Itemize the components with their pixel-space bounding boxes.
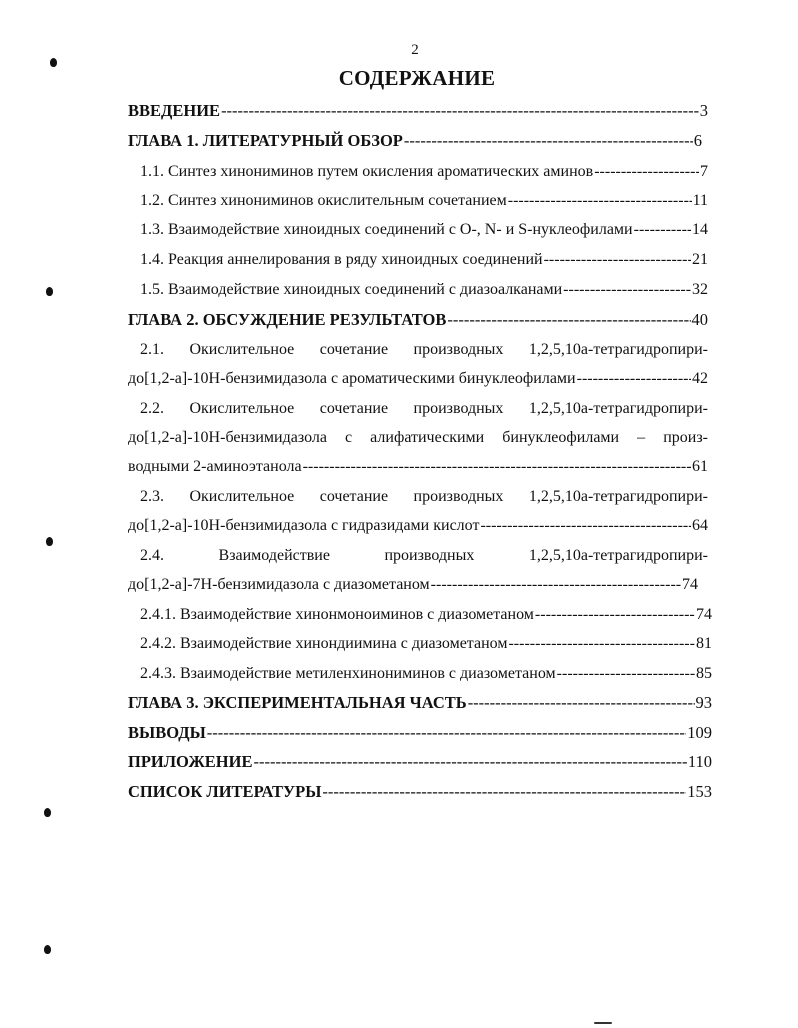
toc-page-number: 11 <box>692 192 708 209</box>
toc-leader <box>634 219 691 241</box>
toc-word: 2.4. <box>140 547 164 564</box>
margin-mark <box>44 945 51 954</box>
toc-entry-2-1-line-2[interactable] <box>128 368 708 390</box>
toc-page-number: 14 <box>692 221 708 238</box>
toc-word: сочетание <box>319 400 389 417</box>
toc-word: сочетание <box>319 488 389 505</box>
toc-leader <box>447 309 690 331</box>
toc-entry-2-4-1[interactable] <box>140 604 712 626</box>
toc-leader <box>557 663 695 685</box>
toc-word: с <box>345 429 353 446</box>
toc-page-number: 93 <box>695 693 712 712</box>
toc-word: произ- <box>663 429 708 446</box>
toc-word: бинуклеофилами <box>502 429 620 446</box>
toc-word: алифатическими <box>370 429 485 446</box>
toc-entry-text: 1.5. Взаимодействие хиноидных соединений с диазоалканами <box>140 281 563 298</box>
toc-leader <box>563 279 691 301</box>
toc-entry-text: до[1,2-a]-10H-бензимидазола с гидразидами кислот <box>128 517 480 534</box>
toc-entry-text: ГЛАВА 2. ОБСУЖДЕНИЕ РЕЗУЛЬТАТОВ <box>128 310 447 329</box>
toc-leader <box>431 574 681 596</box>
toc-word: производных <box>413 400 504 417</box>
toc-entry-text: 2.4.2. Взаимодействие хинондиимина с диазометаном <box>140 635 508 652</box>
toc-page-number: 85 <box>696 665 712 682</box>
toc-leader <box>404 130 693 152</box>
toc-entry-text: 1.2. Синтез хинониминов окислительным сочетанием <box>140 192 507 209</box>
toc-word: 2.3. <box>140 488 164 505</box>
toc-page-number: 153 <box>687 782 712 801</box>
toc-entry-chapter-3[interactable] <box>128 692 712 714</box>
toc-word: производных <box>413 488 504 505</box>
toc-entry-text: ВЫВОДЫ <box>128 723 206 742</box>
toc-entry-text: водными 2-аминоэтанола <box>128 458 302 475</box>
toc-leader <box>468 692 695 714</box>
toc-word: производных <box>413 341 504 358</box>
toc-word: 1,2,5,10а-тетрагидропири- <box>528 547 708 564</box>
toc-entry-2-4-line-1[interactable] <box>140 545 708 567</box>
toc-word: Окислительное <box>189 400 295 417</box>
toc-entry-text: ВВЕДЕНИЕ <box>128 101 221 120</box>
toc-entry-1-3[interactable] <box>140 219 708 241</box>
toc-word: 2.1. <box>140 341 164 358</box>
toc-entry-text: 1.3. Взаимодействие хиноидных соединений с O-, N- и S-нуклеофилами <box>140 221 633 238</box>
toc-entry-references[interactable] <box>128 781 712 803</box>
toc-entry-2-2-line-1[interactable] <box>140 398 708 420</box>
toc-leader <box>253 751 686 773</box>
toc-page-number: 109 <box>687 723 712 742</box>
toc-entry-text: 2.4.1. Взаимодействие хинонмоноиминов с диазометаном <box>140 606 534 623</box>
toc-entry-2-1-line-1[interactable] <box>140 339 708 361</box>
toc-word: 2.2. <box>140 400 164 417</box>
toc-leader <box>207 722 686 744</box>
toc-leader <box>508 633 695 655</box>
toc-page-number: 110 <box>687 752 712 771</box>
toc-leader <box>322 781 686 803</box>
toc-leader <box>594 161 699 183</box>
toc-word: сочетание <box>319 341 389 358</box>
toc-entry-text: 2.4.3. Взаимодействие метиленхинониминов с диазометаном <box>140 665 556 682</box>
toc-page-number: 6 <box>693 131 702 150</box>
toc-word: – <box>637 429 646 446</box>
toc-entry-1-5[interactable] <box>140 279 708 301</box>
toc-leader <box>535 604 695 626</box>
toc-entry-1-1[interactable] <box>140 161 708 183</box>
toc-entry-text: 1.4. Реакция аннелирования в ряду хиноидных соединений <box>140 251 543 268</box>
toc-entry-chapter-2[interactable] <box>128 309 708 331</box>
toc-leader <box>221 100 699 122</box>
toc-entry-text: до[1,2-a]-7H-бензимидазола с диазометаном <box>128 576 430 593</box>
toc-page-number: 74 <box>682 576 698 593</box>
toc-page-number: 61 <box>692 458 708 475</box>
page-title: СОДЕРЖАНИЕ <box>338 66 496 90</box>
toc-entry-text: ГЛАВА 1. ЛИТЕРАТУРНЫЙ ОБЗОР <box>128 131 403 150</box>
toc-word: до[1,2-a]-10H-бензимидазола <box>128 429 327 446</box>
toc-entry-text: 1.1. Синтез хинониминов путем окисления ароматических аминов <box>140 163 594 180</box>
toc-page-number: 64 <box>692 517 708 534</box>
toc-word: 1,2,5,10а-тетрагидропири- <box>528 341 708 358</box>
margin-mark <box>46 537 53 546</box>
toc-entry-2-2-line-2[interactable] <box>128 427 708 449</box>
toc-word: Окислительное <box>189 341 295 358</box>
toc-page-number: 40 <box>691 310 708 329</box>
toc-page-number: 42 <box>692 370 708 387</box>
toc-entry-text: ГЛАВА 3. ЭКСПЕРИМЕНТАЛЬНАЯ ЧАСТЬ <box>128 693 467 712</box>
toc-page-number: 74 <box>696 606 712 623</box>
toc-entry-intro[interactable] <box>128 100 708 122</box>
toc-entry-1-4[interactable] <box>140 249 708 271</box>
toc-page-number: 21 <box>692 251 708 268</box>
toc-word: Взаимодействие <box>218 547 330 564</box>
margin-mark <box>46 287 53 296</box>
toc-leader <box>544 249 691 271</box>
toc-entry-appendix[interactable] <box>128 751 712 773</box>
toc-entry-conclusions[interactable] <box>128 722 712 744</box>
toc-leader <box>577 368 691 390</box>
toc-entry-2-4-line-2[interactable] <box>128 574 698 596</box>
margin-mark <box>44 808 51 817</box>
toc-entry-chapter-1[interactable] <box>128 130 702 152</box>
toc-entry-text: до[1,2-a]-10H-бензимидазола с ароматическими бинуклеофилами <box>128 370 576 387</box>
toc-entry-2-3-line-1[interactable] <box>140 486 708 508</box>
toc-entry-text: СПИСОК ЛИТЕРАТУРЫ <box>128 782 322 801</box>
toc-word: 1,2,5,10а-тетрагидропири- <box>528 400 708 417</box>
toc-entry-2-4-2[interactable] <box>140 633 712 655</box>
page-number: 2 <box>411 42 419 58</box>
toc-entry-2-3-line-2[interactable] <box>128 515 708 537</box>
toc-page-number: 81 <box>696 635 712 652</box>
toc-leader <box>508 190 692 212</box>
toc-word: Окислительное <box>189 488 295 505</box>
margin-mark <box>594 1022 612 1024</box>
toc-entry-2-2-line-3[interactable] <box>128 456 708 478</box>
toc-entry-text: ПРИЛОЖЕНИЕ <box>128 752 253 771</box>
toc-page-number: 32 <box>692 281 708 298</box>
toc-entry-1-2[interactable] <box>140 190 708 212</box>
toc-word: производных <box>384 547 475 564</box>
toc-page-number: 3 <box>699 101 708 120</box>
toc-leader <box>303 456 691 478</box>
toc-page-number: 7 <box>700 163 708 180</box>
toc-entry-2-4-3[interactable] <box>140 663 712 685</box>
toc-word: 1,2,5,10а-тетрагидропири- <box>528 488 708 505</box>
toc-leader <box>480 515 691 537</box>
